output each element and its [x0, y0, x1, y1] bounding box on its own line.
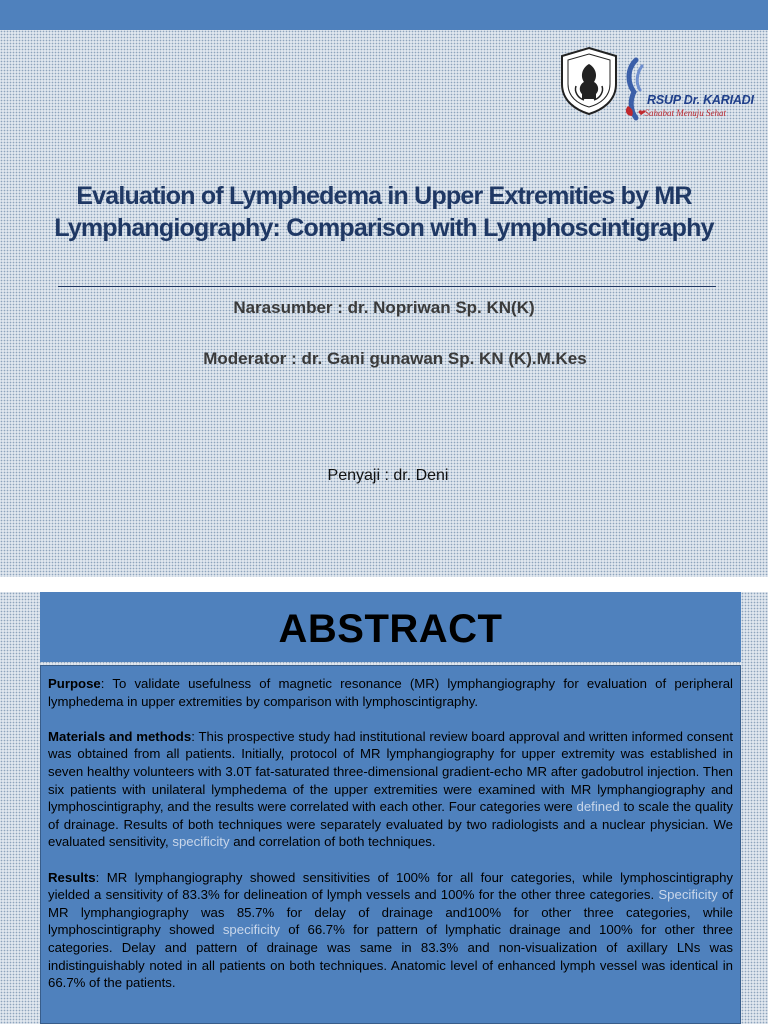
- results-highlight-1: Specificity: [658, 887, 718, 903]
- results-highlight-2: specificity: [222, 922, 280, 938]
- results-paragraph: [48, 869, 733, 992]
- moderator-line: Moderator : dr. Gani gunawan Sp. KN (K).M.Kes: [203, 349, 587, 368]
- university-seal-logo: [558, 46, 620, 116]
- purpose-label: Purpose: [48, 676, 101, 691]
- abstract-header: [40, 592, 741, 662]
- speaker-line: Narasumber : dr. Nopriwan Sp. KN(K): [233, 298, 535, 317]
- purpose-paragraph: [48, 675, 733, 710]
- presentation-title: Evaluation of Lymphedema in Upper Extremities by MR Lymphangiography: Comparison with Lymphoscintigraphy: [54, 182, 714, 242]
- purpose-text: : To validate usefulness of magnetic resonance (MR) lymphangiography for evaluation of peripheral lymphedema in upper extremities by comparison with lymphoscintigraphy.: [48, 676, 733, 709]
- title-divider: [58, 286, 716, 287]
- methods-label: Materials and methods: [48, 728, 192, 744]
- results-text-3: of 66.7% for pattern of lymphatic drainage and 100% for other three categories. Delay and pattern of drainage was same in 83.3% and non-visualization of axillary LNs was indistinguishably noted in all patients on both techniques. Anatomic level of enhanced lymph vessel was identical in 66.7% of the patients.: [48, 922, 733, 991]
- abstract-heading: ABSTRACT: [278, 607, 503, 651]
- methods-highlight-1: defined: [576, 799, 620, 815]
- heart-icon: ❤: [637, 108, 645, 118]
- top-bar: [0, 0, 768, 30]
- methods-text-3: and correlation of both techniques.: [229, 834, 436, 850]
- abstract-body: [40, 665, 741, 1024]
- presenter-line: Penyaji : dr. Deni: [327, 467, 449, 484]
- methods-text-1: : This prospective study had institutional review board approval and written informed consent was obtained from all patients. Initially, protocol of MR lymphangiography for upper extremity was established in seven healthy volunteers with 3.0T fat-saturated three-dimensional gradient-echo MR after gadobutrol injection. Then six patients with unilateral lymphedema of the upper extremities were examined with MR lymphangiography and lymphoscintigraphy, and the results were correlated with each other. Four categories were: [48, 728, 733, 815]
- results-text-1: : MR lymphangiography showed sensitivities of 100% for all four categories, while lymphoscintigraphy yielded a sensitivity of 83.3% for delineation of lymph vessels and 100% for the other three categories.: [48, 869, 733, 903]
- slide-gap: [0, 577, 768, 592]
- results-text-2: of MR lymphangiography was 85.7% for delay of drainage and100% for other three categories, while lymphoscintigraphy showed: [48, 887, 733, 938]
- results-label: Results: [48, 869, 96, 885]
- rsup-kariadi-name: RSUP Dr. KARIADI: [647, 93, 754, 107]
- methods-highlight-2: specificity: [172, 834, 230, 850]
- abstract-slide: [0, 592, 768, 1024]
- rsup-kariadi-tagline: ❤Sahabat Menuju Sehat: [637, 108, 727, 118]
- methods-text-2: to scale the quality of drainage. Results of both techniques were separately evaluated by two radiologists and a nuclear physician. We evaluated sensitivity,: [48, 799, 733, 850]
- methods-paragraph: [48, 728, 733, 851]
